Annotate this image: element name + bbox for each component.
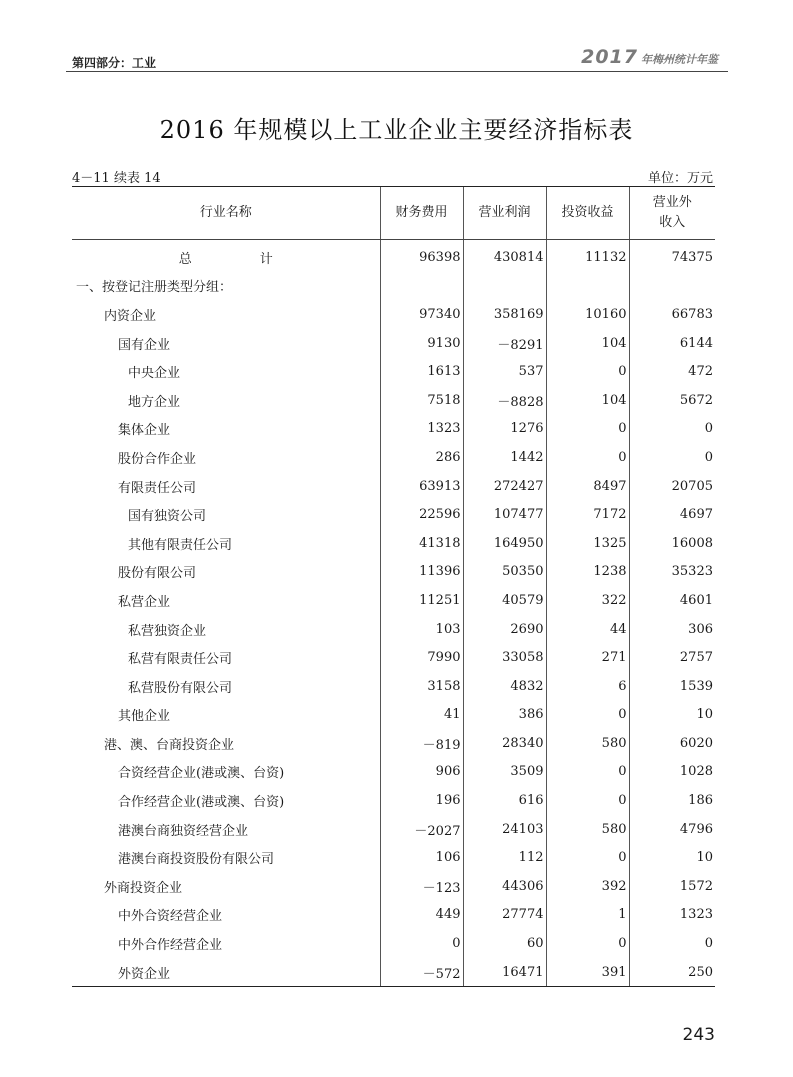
- row-label: 股份有限公司: [118, 566, 197, 582]
- non-operating-income-cell: 0: [629, 929, 715, 958]
- operating-profit-cell: 386: [463, 701, 546, 730]
- finance-cost-cell: 286: [380, 443, 463, 472]
- operating-profit-cell: 33058: [463, 643, 546, 672]
- non-operating-income-cell: 5672: [629, 386, 715, 415]
- row-label: 其他有限责任公司: [128, 537, 233, 553]
- investment-income-cell: 104: [546, 329, 629, 358]
- operating-profit-cell: －8828: [463, 386, 546, 415]
- finance-cost-cell: 196: [380, 786, 463, 815]
- table-row: [72, 786, 715, 815]
- operating-profit-cell: 2690: [463, 615, 546, 644]
- running-header-section: 第四部分：工业: [72, 56, 157, 70]
- table-row: [72, 500, 715, 529]
- table-row: [72, 443, 715, 472]
- row-label: 港澳台商投资股份有限公司: [118, 852, 275, 868]
- row-label: 一、按登记注册类型分组：: [76, 280, 233, 296]
- col-header-non-operating-income-line1: 营业外: [652, 195, 692, 210]
- non-operating-income-cell: 4601: [629, 586, 715, 615]
- yearbook-name: 年梅州统计年鉴: [641, 53, 718, 66]
- row-label: 外商投资企业: [104, 880, 183, 896]
- row-label: 内资企业: [104, 308, 157, 324]
- non-operating-income-cell: 306: [629, 615, 715, 644]
- operating-profit-cell: 27774: [463, 901, 546, 930]
- operating-profit-cell: 3509: [463, 758, 546, 787]
- running-header-yearbook: [581, 46, 718, 68]
- non-operating-income-cell: 1572: [629, 872, 715, 901]
- non-operating-income-cell: 74375: [629, 240, 715, 272]
- table-row: [72, 529, 715, 558]
- investment-income-cell: 0: [546, 929, 629, 958]
- investment-income-cell: 322: [546, 586, 629, 615]
- operating-profit-cell: 1442: [463, 443, 546, 472]
- investment-income-cell: 0: [546, 701, 629, 730]
- non-operating-income-cell: 10: [629, 843, 715, 872]
- indicator-table: [72, 186, 715, 987]
- table-row: [72, 901, 715, 930]
- non-operating-income-cell: 66783: [629, 300, 715, 329]
- operating-profit-cell: 44306: [463, 872, 546, 901]
- table-row: [72, 643, 715, 672]
- row-label: 私营股份有限公司: [128, 680, 233, 696]
- non-operating-income-cell: 16008: [629, 529, 715, 558]
- operating-profit-cell: 537: [463, 357, 546, 386]
- table-row: [72, 329, 715, 358]
- non-operating-income-cell: 1323: [629, 901, 715, 930]
- non-operating-income-cell: 6020: [629, 729, 715, 758]
- finance-cost-cell: 103: [380, 615, 463, 644]
- finance-cost-cell: 106: [380, 843, 463, 872]
- finance-cost-cell: 63913: [380, 472, 463, 501]
- table-row: [72, 672, 715, 701]
- investment-income-cell: 392: [546, 872, 629, 901]
- col-header-non-operating-income-line2: 收入: [659, 215, 686, 230]
- finance-cost-cell: 41318: [380, 529, 463, 558]
- row-label-text: 总 计: [178, 251, 273, 267]
- table-row: [72, 357, 715, 386]
- operating-profit-cell: 164950: [463, 529, 546, 558]
- page-title: 2016 年规模以上工业企业主要经济指标表: [159, 116, 634, 144]
- row-label: 地方企业: [128, 394, 181, 410]
- investment-income-cell: 580: [546, 729, 629, 758]
- non-operating-income-cell: [629, 272, 715, 301]
- operating-profit-cell: 60: [463, 929, 546, 958]
- row-label: 合作经营企业(港或澳、台资): [118, 795, 285, 811]
- operating-profit-cell: 358169: [463, 300, 546, 329]
- non-operating-income-cell: 35323: [629, 558, 715, 587]
- table-row: [72, 272, 715, 301]
- finance-cost-cell: －572: [380, 958, 463, 987]
- investment-income-cell: 391: [546, 958, 629, 987]
- table-header-row: [72, 187, 715, 240]
- finance-cost-cell: 7990: [380, 643, 463, 672]
- investment-income-cell: 10160: [546, 300, 629, 329]
- table-row: [72, 872, 715, 901]
- non-operating-income-cell: 10: [629, 701, 715, 730]
- col-header-industry: 行业名称: [72, 187, 380, 240]
- operating-profit-cell: －8291: [463, 329, 546, 358]
- row-label: 国有企业: [118, 337, 171, 353]
- table-row: [72, 958, 715, 987]
- non-operating-income-cell: 0: [629, 415, 715, 444]
- col-header-investment-income: 投资收益: [546, 187, 629, 240]
- finance-cost-cell: －2027: [380, 815, 463, 844]
- operating-profit-cell: [463, 272, 546, 301]
- row-label: 中外合作经营企业: [118, 938, 223, 954]
- table-row: [72, 758, 715, 787]
- row-label: 港澳台商独资经营企业: [118, 823, 249, 839]
- row-label: 港、澳、台商投资企业: [104, 737, 235, 753]
- operating-profit-cell: 4832: [463, 672, 546, 701]
- finance-cost-cell: 906: [380, 758, 463, 787]
- finance-cost-cell: 1323: [380, 415, 463, 444]
- operating-profit-cell: 272427: [463, 472, 546, 501]
- table-body: [72, 240, 715, 987]
- investment-income-cell: 580: [546, 815, 629, 844]
- operating-profit-cell: 28340: [463, 729, 546, 758]
- investment-income-cell: 1: [546, 901, 629, 930]
- operating-profit-cell: 50350: [463, 558, 546, 587]
- row-label: 有限责任公司: [118, 480, 197, 496]
- table-row: [72, 929, 715, 958]
- investment-income-cell: 104: [546, 386, 629, 415]
- table-row: [72, 472, 715, 501]
- investment-income-cell: 0: [546, 843, 629, 872]
- finance-cost-cell: 449: [380, 901, 463, 930]
- row-label: 国有独资公司: [128, 509, 207, 525]
- investment-income-cell: 1325: [546, 529, 629, 558]
- row-label: [72, 240, 380, 272]
- non-operating-income-cell: 20705: [629, 472, 715, 501]
- col-header-non-operating-income: [629, 187, 715, 240]
- non-operating-income-cell: 4796: [629, 815, 715, 844]
- finance-cost-cell: 7518: [380, 386, 463, 415]
- finance-cost-cell: 41: [380, 701, 463, 730]
- investment-income-cell: 44: [546, 615, 629, 644]
- operating-profit-cell: 107477: [463, 500, 546, 529]
- investment-income-cell: 0: [546, 443, 629, 472]
- finance-cost-cell: －123: [380, 872, 463, 901]
- table-id: 4－11 续表 14: [72, 171, 161, 186]
- investment-income-cell: 7172: [546, 500, 629, 529]
- table-row: [72, 729, 715, 758]
- operating-profit-cell: 430814: [463, 240, 546, 272]
- row-label: 股份合作企业: [118, 451, 197, 467]
- row-label: 私营企业: [118, 594, 171, 610]
- table-row: [72, 815, 715, 844]
- operating-profit-cell: 616: [463, 786, 546, 815]
- finance-cost-cell: 9130: [380, 329, 463, 358]
- non-operating-income-cell: 6144: [629, 329, 715, 358]
- operating-profit-cell: 24103: [463, 815, 546, 844]
- col-header-operating-profit: 营业利润: [463, 187, 546, 240]
- finance-cost-cell: 97340: [380, 300, 463, 329]
- row-label: 中央企业: [128, 366, 181, 382]
- finance-cost-cell: 96398: [380, 240, 463, 272]
- table-row: [72, 843, 715, 872]
- non-operating-income-cell: 472: [629, 357, 715, 386]
- finance-cost-cell: [380, 272, 463, 301]
- unit-label: 单位：万元: [647, 171, 713, 186]
- table-row: [72, 386, 715, 415]
- non-operating-income-cell: 1539: [629, 672, 715, 701]
- non-operating-income-cell: 250: [629, 958, 715, 987]
- header-rule: [66, 71, 728, 72]
- non-operating-income-cell: 186: [629, 786, 715, 815]
- operating-profit-cell: 16471: [463, 958, 546, 987]
- investment-income-cell: 0: [546, 786, 629, 815]
- non-operating-income-cell: 0: [629, 443, 715, 472]
- table-row: [72, 586, 715, 615]
- investment-income-cell: 271: [546, 643, 629, 672]
- investment-income-cell: 0: [546, 415, 629, 444]
- row-label: 合资经营企业(港或澳、台资): [118, 766, 285, 782]
- investment-income-cell: 6: [546, 672, 629, 701]
- yearbook-year: 2017: [581, 46, 638, 68]
- table-row: [72, 240, 715, 272]
- investment-income-cell: 0: [546, 357, 629, 386]
- row-label: 外资企业: [72, 958, 380, 987]
- investment-income-cell: 8497: [546, 472, 629, 501]
- finance-cost-cell: 11396: [380, 558, 463, 587]
- investment-income-cell: 1238: [546, 558, 629, 587]
- finance-cost-cell: 22596: [380, 500, 463, 529]
- table-row: [72, 415, 715, 444]
- investment-income-cell: 0: [546, 758, 629, 787]
- finance-cost-cell: 1613: [380, 357, 463, 386]
- finance-cost-cell: 11251: [380, 586, 463, 615]
- non-operating-income-cell: 2757: [629, 643, 715, 672]
- row-label: 中外合资经营企业: [118, 909, 223, 925]
- finance-cost-cell: －819: [380, 729, 463, 758]
- finance-cost-cell: 3158: [380, 672, 463, 701]
- operating-profit-cell: 40579: [463, 586, 546, 615]
- table-row: [72, 300, 715, 329]
- page-number: 243: [682, 1025, 715, 1045]
- investment-income-cell: [546, 272, 629, 301]
- operating-profit-cell: 112: [463, 843, 546, 872]
- row-label: 集体企业: [118, 423, 171, 439]
- table-row: [72, 558, 715, 587]
- investment-income-cell: 11132: [546, 240, 629, 272]
- table-row: [72, 701, 715, 730]
- operating-profit-cell: 1276: [463, 415, 546, 444]
- non-operating-income-cell: 4697: [629, 500, 715, 529]
- row-label: 私营独资企业: [128, 623, 207, 639]
- table-row: [72, 615, 715, 644]
- finance-cost-cell: 0: [380, 929, 463, 958]
- col-header-finance-cost: 财务费用: [380, 187, 463, 240]
- non-operating-income-cell: 1028: [629, 758, 715, 787]
- row-label: 其他企业: [118, 709, 171, 725]
- row-label: 私营有限责任公司: [128, 652, 233, 668]
